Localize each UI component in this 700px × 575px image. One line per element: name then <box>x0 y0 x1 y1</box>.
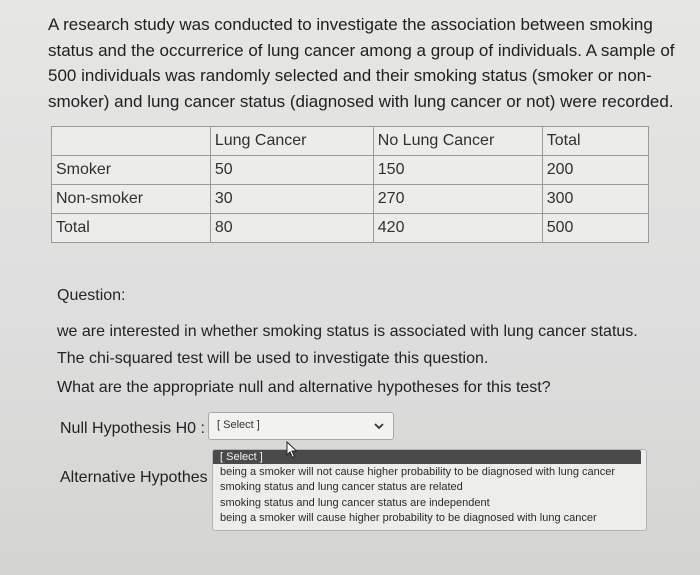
table-cell: 300 <box>542 185 648 214</box>
table-header-cell: No Lung Cancer <box>373 127 542 156</box>
dropdown-option[interactable]: being a smoker will not cause higher probability to be diagnosed with lung cancer <box>220 466 616 478</box>
table-cell: 50 <box>210 156 373 185</box>
dropdown-option[interactable]: smoking status and lung cancer status are related <box>220 481 463 493</box>
table-cell: 150 <box>373 156 542 185</box>
chevron-down-icon <box>373 420 385 432</box>
null-hypothesis-label: Null Hypothesis H0 : <box>60 420 205 437</box>
table-row <box>52 156 649 185</box>
alternative-hypothesis-label: Alternative Hypothes <box>60 469 208 486</box>
hypothesis-dropdown-menu[interactable] <box>212 449 647 531</box>
null-hypothesis-select[interactable] <box>208 412 394 440</box>
intro-paragraph: A research study was conducted to investigate the association between smoking status and the occurrerice of lung cancer among a group of individuals. A sample of 500 individuals was randomly selected and their smoking status (smoker or non-smoker) and lung cancer status (diagnosed with lung cancer or not) were recorded. <box>48 15 675 111</box>
dropdown-option[interactable]: smoking status and lung cancer status are independent <box>220 497 490 509</box>
table-header-cell: Lung Cancer <box>210 127 373 156</box>
question-text: we are interested in whether smoking status is associated with lung cancer status. The chi-squared test will be used to investigate this question. <box>57 323 638 367</box>
table-header-cell: Total <box>542 127 648 156</box>
mouse-cursor-icon <box>286 441 302 459</box>
table-cell: 270 <box>373 185 542 214</box>
table-row <box>52 214 649 243</box>
table-cell: 30 <box>210 185 373 214</box>
table-cell: Non-smoker <box>52 185 211 214</box>
table-cell: 420 <box>373 214 542 243</box>
question-label: Question: <box>57 287 126 304</box>
table-header-row <box>52 127 649 156</box>
dropdown-option-select[interactable]: [ Select ] <box>213 450 641 464</box>
question-prompt: What are the appropriate null and alternative hypotheses for this test? <box>57 379 551 396</box>
table-row <box>52 185 649 214</box>
contingency-table <box>51 126 649 243</box>
select-value: [ Select ] <box>217 419 260 431</box>
table-header-cell <box>52 127 211 156</box>
table-cell: Smoker <box>52 156 211 185</box>
table-cell: 500 <box>542 214 648 243</box>
dropdown-option[interactable]: being a smoker will cause higher probability to be diagnosed with lung cancer <box>220 512 597 524</box>
table-cell: 80 <box>210 214 373 243</box>
table-cell: 200 <box>542 156 648 185</box>
table-cell: Total <box>52 214 211 243</box>
